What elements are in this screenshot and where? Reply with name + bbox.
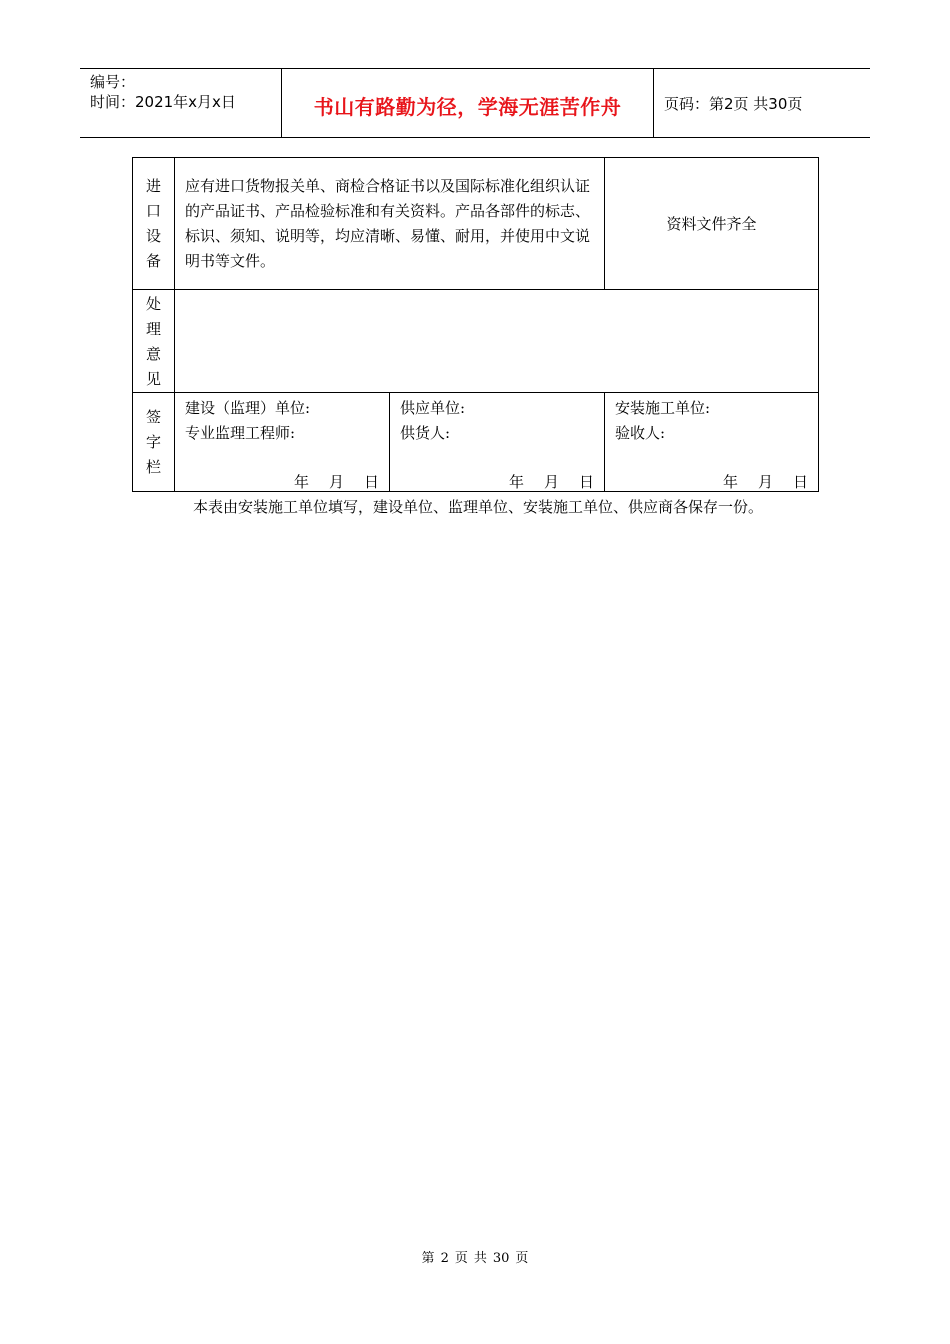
page-header (80, 68, 870, 138)
document-number-label: 编号： (90, 73, 136, 91)
signature-date: 年 月 日 (722, 473, 809, 491)
header-motto: 书山有路勤为径，学海无涯苦作舟 (313, 95, 622, 119)
requirement-text: 应有进口货物报关单、商检合格证书以及国际标准化组织认证的产品证书、产品检验标准和有关资料。产品各部件的标志、标识、须知、说明等，均应清晰、易懂、耐用，并使用中文说明书等文件。 (175, 158, 605, 290)
row-label-signature: 签 字 栏 (133, 393, 175, 492)
handling-opinion-field[interactable] (175, 290, 819, 393)
header-page-info: 页码：第2页 共30页 (664, 95, 803, 113)
table-row (133, 393, 819, 492)
header-motto-cell (282, 69, 654, 137)
header-meta (80, 69, 282, 137)
signature-date: 年 月 日 (293, 473, 379, 491)
table-row (133, 158, 819, 290)
signature-construction-unit[interactable]: 建设（监理）单位: 专业监理工程师: 年 月 日 (175, 393, 390, 492)
footer-page-number: 2 (440, 1251, 449, 1266)
header-page-cell (654, 69, 870, 137)
form-note: 本表由安装施工单位填写，建设单位、监理单位、安装施工单位、供应商各保存一份。 (193, 498, 764, 516)
document-time: 时间：2021年x月x日 (90, 93, 236, 111)
signature-supplier[interactable]: 供应单位: 供货人: 年 月 日 (390, 393, 605, 492)
inspection-result: 资料文件齐全 (605, 158, 819, 290)
row-label-imported-equipment: 进 口 设 备 (133, 158, 175, 290)
page-footer: 第 2 页 共 30 页 (421, 1251, 529, 1266)
signature-installer[interactable]: 安装施工单位: 验收人: 年 月 日 (605, 393, 819, 492)
signature-date: 年 月 日 (508, 473, 595, 491)
footer-total-pages: 30 (492, 1251, 510, 1266)
row-label-handling-opinion: 处 理 意 见 (133, 290, 175, 393)
table-row (133, 290, 819, 393)
inspection-form-table (132, 157, 819, 492)
